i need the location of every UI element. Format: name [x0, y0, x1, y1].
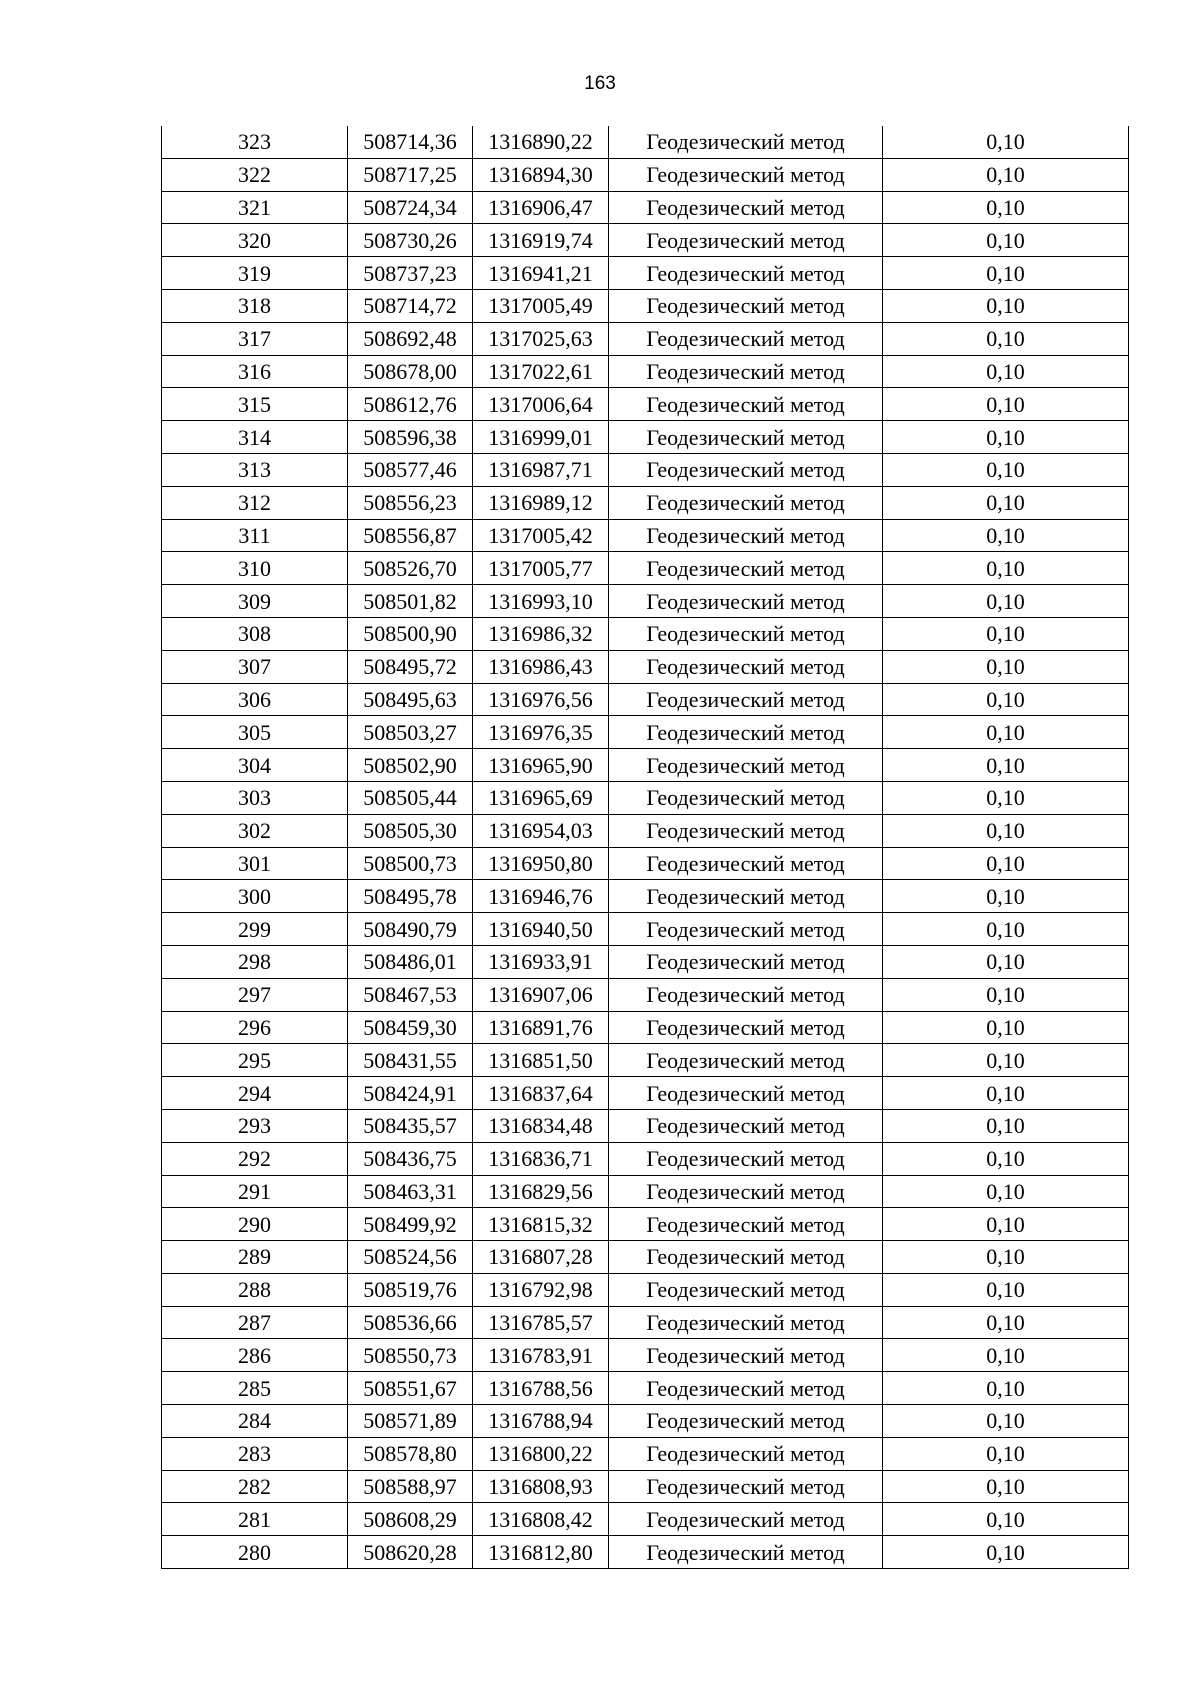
method-cell: Геодезический метод — [609, 716, 883, 749]
method-cell: Геодезический метод — [609, 355, 883, 388]
method-cell: Геодезический метод — [609, 453, 883, 486]
table-row — [162, 191, 1129, 224]
table-row — [162, 880, 1129, 913]
method-cell: Геодезический метод — [609, 650, 883, 683]
y-coordinate-cell: 1316812,80 — [473, 1536, 609, 1569]
method-cell: Геодезический метод — [609, 1306, 883, 1339]
x-coordinate-cell: 508714,36 — [348, 126, 473, 158]
y-coordinate-cell: 1316808,42 — [473, 1503, 609, 1536]
point-number-cell: 289 — [162, 1241, 348, 1274]
x-coordinate-cell: 508495,63 — [348, 683, 473, 716]
method-cell: Геодезический метод — [609, 1011, 883, 1044]
accuracy-cell: 0,10 — [883, 1142, 1129, 1175]
accuracy-cell: 0,10 — [883, 1011, 1129, 1044]
method-cell: Геодезический метод — [609, 617, 883, 650]
x-coordinate-cell: 508519,76 — [348, 1273, 473, 1306]
method-cell: Геодезический метод — [609, 126, 883, 158]
point-number-cell: 311 — [162, 519, 348, 552]
accuracy-cell: 0,10 — [883, 289, 1129, 322]
point-number-cell: 292 — [162, 1142, 348, 1175]
table-row — [162, 224, 1129, 257]
x-coordinate-cell: 508505,44 — [348, 781, 473, 814]
y-coordinate-cell: 1317022,61 — [473, 355, 609, 388]
x-coordinate-cell: 508608,29 — [348, 1503, 473, 1536]
method-cell: Геодезический метод — [609, 158, 883, 191]
table-row — [162, 1044, 1129, 1077]
point-number-cell: 291 — [162, 1175, 348, 1208]
y-coordinate-cell: 1316891,76 — [473, 1011, 609, 1044]
method-cell: Геодезический метод — [609, 322, 883, 355]
table-row — [162, 519, 1129, 552]
x-coordinate-cell: 508526,70 — [348, 552, 473, 585]
y-coordinate-cell: 1316792,98 — [473, 1273, 609, 1306]
point-number-cell: 310 — [162, 552, 348, 585]
x-coordinate-cell: 508486,01 — [348, 945, 473, 978]
point-number-cell: 319 — [162, 257, 348, 290]
method-cell: Геодезический метод — [609, 683, 883, 716]
accuracy-cell: 0,10 — [883, 191, 1129, 224]
y-coordinate-cell: 1316989,12 — [473, 486, 609, 519]
accuracy-cell: 0,10 — [883, 913, 1129, 946]
method-cell: Геодезический метод — [609, 257, 883, 290]
y-coordinate-cell: 1316987,71 — [473, 453, 609, 486]
method-cell: Геодезический метод — [609, 814, 883, 847]
method-cell: Геодезический метод — [609, 1503, 883, 1536]
accuracy-cell: 0,10 — [883, 1470, 1129, 1503]
table-row — [162, 1142, 1129, 1175]
coordinates-table — [161, 126, 1129, 1569]
table-row — [162, 1470, 1129, 1503]
method-cell: Геодезический метод — [609, 1372, 883, 1405]
accuracy-cell: 0,10 — [883, 945, 1129, 978]
y-coordinate-cell: 1316783,91 — [473, 1339, 609, 1372]
y-coordinate-cell: 1316800,22 — [473, 1437, 609, 1470]
accuracy-cell: 0,10 — [883, 1503, 1129, 1536]
table-row — [162, 289, 1129, 322]
accuracy-cell: 0,10 — [883, 388, 1129, 421]
accuracy-cell: 0,10 — [883, 519, 1129, 552]
point-number-cell: 302 — [162, 814, 348, 847]
table-row — [162, 1241, 1129, 1274]
table-row — [162, 617, 1129, 650]
point-number-cell: 322 — [162, 158, 348, 191]
y-coordinate-cell: 1316894,30 — [473, 158, 609, 191]
table-row — [162, 781, 1129, 814]
accuracy-cell: 0,10 — [883, 1044, 1129, 1077]
accuracy-cell: 0,10 — [883, 978, 1129, 1011]
method-cell: Геодезический метод — [609, 388, 883, 421]
x-coordinate-cell: 508467,53 — [348, 978, 473, 1011]
table-row — [162, 158, 1129, 191]
y-coordinate-cell: 1317005,49 — [473, 289, 609, 322]
accuracy-cell: 0,10 — [883, 1339, 1129, 1372]
y-coordinate-cell: 1316933,91 — [473, 945, 609, 978]
table-row — [162, 1011, 1129, 1044]
y-coordinate-cell: 1316834,48 — [473, 1109, 609, 1142]
method-cell: Геодезический метод — [609, 1241, 883, 1274]
accuracy-cell: 0,10 — [883, 749, 1129, 782]
point-number-cell: 320 — [162, 224, 348, 257]
point-number-cell: 297 — [162, 978, 348, 1011]
method-cell: Геодезический метод — [609, 1044, 883, 1077]
accuracy-cell: 0,10 — [883, 421, 1129, 454]
point-number-cell: 287 — [162, 1306, 348, 1339]
table-row — [162, 421, 1129, 454]
accuracy-cell: 0,10 — [883, 224, 1129, 257]
x-coordinate-cell: 508714,72 — [348, 289, 473, 322]
x-coordinate-cell: 508730,26 — [348, 224, 473, 257]
x-coordinate-cell: 508724,34 — [348, 191, 473, 224]
method-cell: Геодезический метод — [609, 880, 883, 913]
x-coordinate-cell: 508692,48 — [348, 322, 473, 355]
x-coordinate-cell: 508463,31 — [348, 1175, 473, 1208]
method-cell: Геодезический метод — [609, 585, 883, 618]
y-coordinate-cell: 1316999,01 — [473, 421, 609, 454]
point-number-cell: 298 — [162, 945, 348, 978]
accuracy-cell: 0,10 — [883, 257, 1129, 290]
method-cell: Геодезический метод — [609, 519, 883, 552]
table-row — [162, 683, 1129, 716]
method-cell: Геодезический метод — [609, 1339, 883, 1372]
table-row — [162, 814, 1129, 847]
x-coordinate-cell: 508524,56 — [348, 1241, 473, 1274]
y-coordinate-cell: 1316941,21 — [473, 257, 609, 290]
accuracy-cell: 0,10 — [883, 716, 1129, 749]
point-number-cell: 316 — [162, 355, 348, 388]
accuracy-cell: 0,10 — [883, 1536, 1129, 1569]
point-number-cell: 303 — [162, 781, 348, 814]
x-coordinate-cell: 508459,30 — [348, 1011, 473, 1044]
x-coordinate-cell: 508577,46 — [348, 453, 473, 486]
point-number-cell: 286 — [162, 1339, 348, 1372]
y-coordinate-cell: 1316965,90 — [473, 749, 609, 782]
method-cell: Геодезический метод — [609, 1175, 883, 1208]
method-cell: Геодезический метод — [609, 913, 883, 946]
method-cell: Геодезический метод — [609, 1208, 883, 1241]
x-coordinate-cell: 508424,91 — [348, 1077, 473, 1110]
table-row — [162, 847, 1129, 880]
accuracy-cell: 0,10 — [883, 781, 1129, 814]
point-number-cell: 283 — [162, 1437, 348, 1470]
accuracy-cell: 0,10 — [883, 453, 1129, 486]
table-row — [162, 1405, 1129, 1438]
method-cell: Геодезический метод — [609, 224, 883, 257]
point-number-cell: 281 — [162, 1503, 348, 1536]
point-number-cell: 309 — [162, 585, 348, 618]
accuracy-cell: 0,10 — [883, 585, 1129, 618]
point-number-cell: 296 — [162, 1011, 348, 1044]
x-coordinate-cell: 508431,55 — [348, 1044, 473, 1077]
y-coordinate-cell: 1316986,32 — [473, 617, 609, 650]
table-row — [162, 388, 1129, 421]
x-coordinate-cell: 508436,75 — [348, 1142, 473, 1175]
x-coordinate-cell: 508536,66 — [348, 1306, 473, 1339]
table-row — [162, 453, 1129, 486]
x-coordinate-cell: 508502,90 — [348, 749, 473, 782]
point-number-cell: 293 — [162, 1109, 348, 1142]
method-cell: Геодезический метод — [609, 749, 883, 782]
method-cell: Геодезический метод — [609, 781, 883, 814]
coordinates-table-body — [162, 126, 1129, 1569]
accuracy-cell: 0,10 — [883, 355, 1129, 388]
point-number-cell: 313 — [162, 453, 348, 486]
table-row — [162, 1273, 1129, 1306]
x-coordinate-cell: 508571,89 — [348, 1405, 473, 1438]
method-cell: Геодезический метод — [609, 289, 883, 322]
method-cell: Геодезический метод — [609, 1470, 883, 1503]
table-row — [162, 1077, 1129, 1110]
point-number-cell: 295 — [162, 1044, 348, 1077]
x-coordinate-cell: 508490,79 — [348, 913, 473, 946]
y-coordinate-cell: 1316965,69 — [473, 781, 609, 814]
point-number-cell: 318 — [162, 289, 348, 322]
x-coordinate-cell: 508588,97 — [348, 1470, 473, 1503]
table-row — [162, 126, 1129, 158]
y-coordinate-cell: 1316836,71 — [473, 1142, 609, 1175]
x-coordinate-cell: 508578,80 — [348, 1437, 473, 1470]
x-coordinate-cell: 508556,23 — [348, 486, 473, 519]
y-coordinate-cell: 1316785,57 — [473, 1306, 609, 1339]
accuracy-cell: 0,10 — [883, 322, 1129, 355]
x-coordinate-cell: 508612,76 — [348, 388, 473, 421]
table-row — [162, 1372, 1129, 1405]
method-cell: Геодезический метод — [609, 191, 883, 224]
y-coordinate-cell: 1317025,63 — [473, 322, 609, 355]
accuracy-cell: 0,10 — [883, 1241, 1129, 1274]
accuracy-cell: 0,10 — [883, 1273, 1129, 1306]
accuracy-cell: 0,10 — [883, 1077, 1129, 1110]
accuracy-cell: 0,10 — [883, 1372, 1129, 1405]
point-number-cell: 323 — [162, 126, 348, 158]
x-coordinate-cell: 508620,28 — [348, 1536, 473, 1569]
x-coordinate-cell: 508500,73 — [348, 847, 473, 880]
y-coordinate-cell: 1317005,77 — [473, 552, 609, 585]
table-row — [162, 1503, 1129, 1536]
accuracy-cell: 0,10 — [883, 1405, 1129, 1438]
table-row — [162, 716, 1129, 749]
x-coordinate-cell: 508550,73 — [348, 1339, 473, 1372]
table-row — [162, 552, 1129, 585]
method-cell: Геодезический метод — [609, 1405, 883, 1438]
page-number: 163 — [584, 73, 616, 94]
point-number-cell: 280 — [162, 1536, 348, 1569]
x-coordinate-cell: 508435,57 — [348, 1109, 473, 1142]
table-row — [162, 1339, 1129, 1372]
method-cell: Геодезический метод — [609, 1077, 883, 1110]
point-number-cell: 315 — [162, 388, 348, 421]
accuracy-cell: 0,10 — [883, 847, 1129, 880]
point-number-cell: 304 — [162, 749, 348, 782]
accuracy-cell: 0,10 — [883, 650, 1129, 683]
method-cell: Геодезический метод — [609, 552, 883, 585]
y-coordinate-cell: 1316815,32 — [473, 1208, 609, 1241]
y-coordinate-cell: 1317005,42 — [473, 519, 609, 552]
point-number-cell: 317 — [162, 322, 348, 355]
accuracy-cell: 0,10 — [883, 1175, 1129, 1208]
table-row — [162, 1437, 1129, 1470]
x-coordinate-cell: 508551,67 — [348, 1372, 473, 1405]
point-number-cell: 314 — [162, 421, 348, 454]
table-row — [162, 1109, 1129, 1142]
method-cell: Геодезический метод — [609, 1437, 883, 1470]
table-row — [162, 749, 1129, 782]
x-coordinate-cell: 508717,25 — [348, 158, 473, 191]
y-coordinate-cell: 1317006,64 — [473, 388, 609, 421]
y-coordinate-cell: 1316890,22 — [473, 126, 609, 158]
table-row — [162, 257, 1129, 290]
table-row — [162, 1175, 1129, 1208]
accuracy-cell: 0,10 — [883, 617, 1129, 650]
y-coordinate-cell: 1316807,28 — [473, 1241, 609, 1274]
x-coordinate-cell: 508495,78 — [348, 880, 473, 913]
point-number-cell: 294 — [162, 1077, 348, 1110]
y-coordinate-cell: 1316976,35 — [473, 716, 609, 749]
y-coordinate-cell: 1316829,56 — [473, 1175, 609, 1208]
table-row — [162, 650, 1129, 683]
accuracy-cell: 0,10 — [883, 158, 1129, 191]
y-coordinate-cell: 1316954,03 — [473, 814, 609, 847]
x-coordinate-cell: 508678,00 — [348, 355, 473, 388]
method-cell: Геодезический метод — [609, 847, 883, 880]
point-number-cell: 321 — [162, 191, 348, 224]
x-coordinate-cell: 508499,92 — [348, 1208, 473, 1241]
table-row — [162, 585, 1129, 618]
y-coordinate-cell: 1316788,56 — [473, 1372, 609, 1405]
table-row — [162, 1208, 1129, 1241]
method-cell: Геодезический метод — [609, 1536, 883, 1569]
y-coordinate-cell: 1316993,10 — [473, 585, 609, 618]
x-coordinate-cell: 508596,38 — [348, 421, 473, 454]
method-cell: Геодезический метод — [609, 978, 883, 1011]
accuracy-cell: 0,10 — [883, 1208, 1129, 1241]
accuracy-cell: 0,10 — [883, 1109, 1129, 1142]
y-coordinate-cell: 1316851,50 — [473, 1044, 609, 1077]
table-row — [162, 978, 1129, 1011]
method-cell: Геодезический метод — [609, 1142, 883, 1175]
method-cell: Геодезический метод — [609, 486, 883, 519]
point-number-cell: 288 — [162, 1273, 348, 1306]
table-row — [162, 322, 1129, 355]
x-coordinate-cell: 508556,87 — [348, 519, 473, 552]
y-coordinate-cell: 1316976,56 — [473, 683, 609, 716]
method-cell: Геодезический метод — [609, 421, 883, 454]
x-coordinate-cell: 508501,82 — [348, 585, 473, 618]
table-row — [162, 486, 1129, 519]
point-number-cell: 312 — [162, 486, 348, 519]
accuracy-cell: 0,10 — [883, 683, 1129, 716]
point-number-cell: 301 — [162, 847, 348, 880]
method-cell: Геодезический метод — [609, 945, 883, 978]
point-number-cell: 307 — [162, 650, 348, 683]
y-coordinate-cell: 1316986,43 — [473, 650, 609, 683]
x-coordinate-cell: 508503,27 — [348, 716, 473, 749]
point-number-cell: 285 — [162, 1372, 348, 1405]
y-coordinate-cell: 1316788,94 — [473, 1405, 609, 1438]
y-coordinate-cell: 1316940,50 — [473, 913, 609, 946]
y-coordinate-cell: 1316837,64 — [473, 1077, 609, 1110]
accuracy-cell: 0,10 — [883, 880, 1129, 913]
point-number-cell: 282 — [162, 1470, 348, 1503]
point-number-cell: 306 — [162, 683, 348, 716]
y-coordinate-cell: 1316907,06 — [473, 978, 609, 1011]
table-row — [162, 1536, 1129, 1569]
method-cell: Геодезический метод — [609, 1273, 883, 1306]
point-number-cell: 290 — [162, 1208, 348, 1241]
table-row — [162, 913, 1129, 946]
x-coordinate-cell: 508500,90 — [348, 617, 473, 650]
method-cell: Геодезический метод — [609, 1109, 883, 1142]
accuracy-cell: 0,10 — [883, 1437, 1129, 1470]
point-number-cell: 308 — [162, 617, 348, 650]
y-coordinate-cell: 1316946,76 — [473, 880, 609, 913]
point-number-cell: 305 — [162, 716, 348, 749]
table-row — [162, 945, 1129, 978]
accuracy-cell: 0,10 — [883, 1306, 1129, 1339]
y-coordinate-cell: 1316919,74 — [473, 224, 609, 257]
table-row — [162, 355, 1129, 388]
y-coordinate-cell: 1316808,93 — [473, 1470, 609, 1503]
accuracy-cell: 0,10 — [883, 814, 1129, 847]
y-coordinate-cell: 1316906,47 — [473, 191, 609, 224]
x-coordinate-cell: 508495,72 — [348, 650, 473, 683]
accuracy-cell: 0,10 — [883, 126, 1129, 158]
y-coordinate-cell: 1316950,80 — [473, 847, 609, 880]
x-coordinate-cell: 508737,23 — [348, 257, 473, 290]
point-number-cell: 299 — [162, 913, 348, 946]
point-number-cell: 300 — [162, 880, 348, 913]
point-number-cell: 284 — [162, 1405, 348, 1438]
accuracy-cell: 0,10 — [883, 552, 1129, 585]
accuracy-cell: 0,10 — [883, 486, 1129, 519]
x-coordinate-cell: 508505,30 — [348, 814, 473, 847]
table-row — [162, 1306, 1129, 1339]
